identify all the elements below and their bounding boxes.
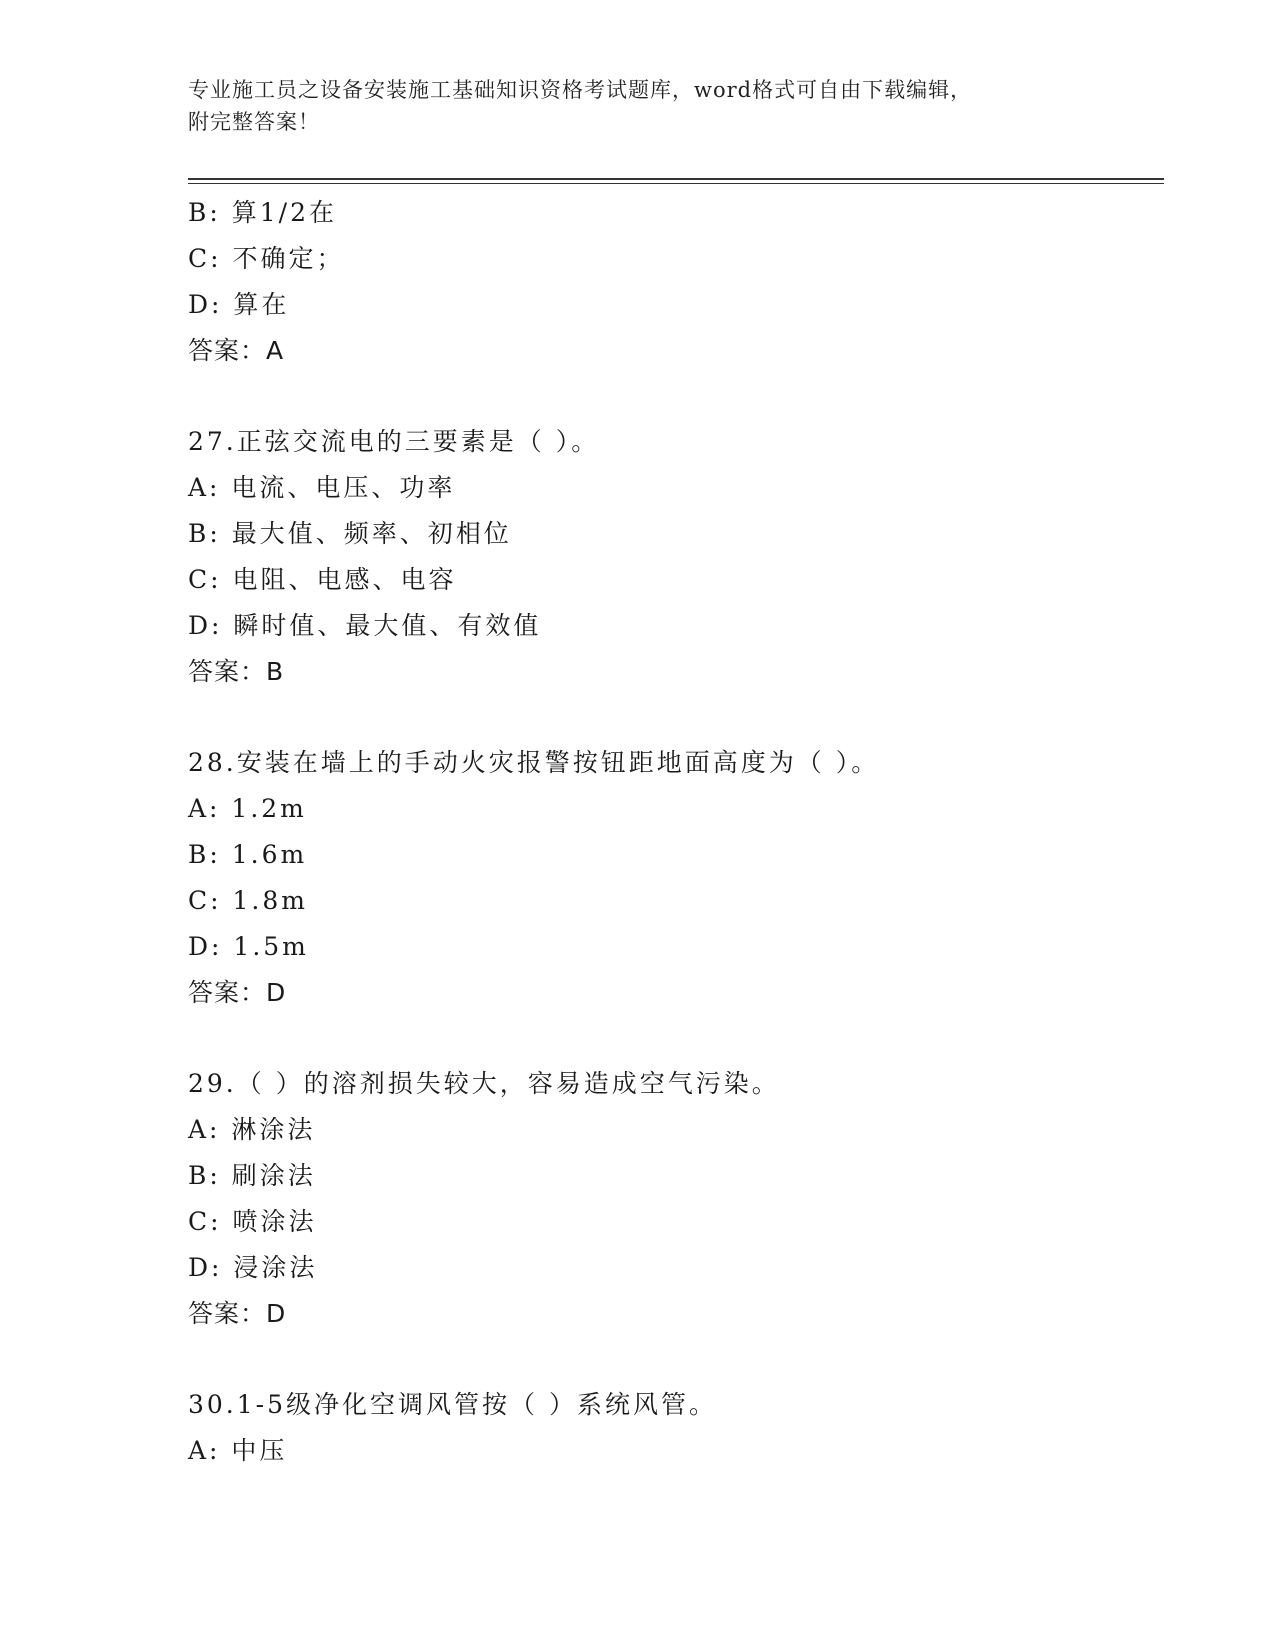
spacer: [188, 374, 1164, 419]
header-line-2: 附完整答案！: [188, 110, 320, 134]
spacer: [188, 1016, 1164, 1061]
question-30: [188, 1382, 1164, 1474]
option-b: B: 1.6m: [188, 840, 308, 869]
question-27: [188, 419, 1164, 695]
header-line-1: 专业施工员之设备安装施工基础知识资格考试题库，word格式可自由下载编辑，: [188, 78, 973, 102]
question-stem: 28.安装在墙上的手动火灾报警按钮距地面高度为（ ）。: [188, 748, 880, 777]
option-c: C: 喷涂法: [188, 1207, 317, 1236]
option-a: A: 中压: [188, 1436, 288, 1465]
question-29: [188, 1061, 1164, 1337]
option-a: A: 电流、电压、功率: [188, 473, 456, 502]
header-divider-thick: [188, 178, 1164, 180]
option-a: A: 淋涂法: [188, 1115, 316, 1144]
answer-line: 答案：B: [188, 657, 285, 686]
option-b: B: 最大值、频率、初相位: [188, 519, 512, 548]
option-c: C: 电阻、电感、电容: [188, 565, 457, 594]
option-c: C: 1.8m: [188, 886, 308, 915]
question-stem: 30.1-5级净化空调风管按（ ）系统风管。: [188, 1390, 717, 1419]
option-a: A: 1.2m: [188, 794, 307, 823]
option-d: D: 1.5m: [188, 932, 309, 961]
question-stem: 29.（ ）的溶剂损失较大，容易造成空气污染。: [188, 1069, 780, 1098]
option-d: D: 瞬时值、最大值、有效值: [188, 611, 542, 640]
spacer: [188, 1337, 1164, 1382]
question-26-continued: [188, 190, 1164, 374]
option-b: B: 算1/2在: [188, 198, 337, 227]
option-d: D: 浸涂法: [188, 1253, 318, 1282]
question-stem: 27.正弦交流电的三要素是（ ）。: [188, 427, 600, 456]
question-list: [188, 190, 1164, 1474]
option-c: C: 不确定；: [188, 244, 345, 273]
spacer: [188, 695, 1164, 740]
answer-line: 答案：D: [188, 1299, 287, 1328]
question-28: [188, 740, 1164, 1016]
answer-line: 答案：D: [188, 978, 287, 1007]
document-header: [188, 74, 1088, 138]
option-b: B: 刷涂法: [188, 1161, 316, 1190]
option-d: D: 算在: [188, 290, 290, 319]
header-divider-thin: [188, 183, 1164, 184]
answer-line: 答案：A: [188, 336, 285, 365]
